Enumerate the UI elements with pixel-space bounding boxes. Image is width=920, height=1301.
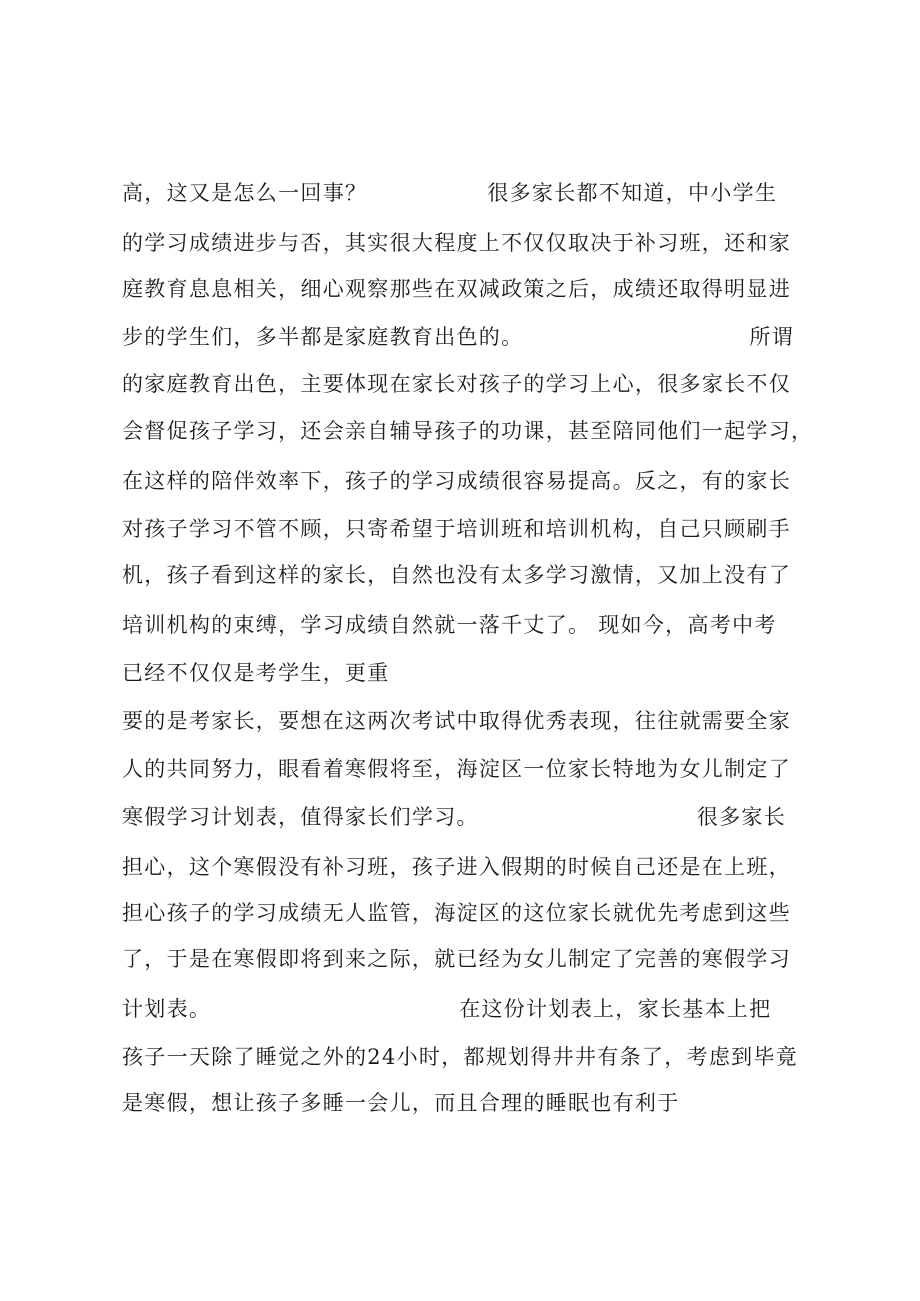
text-line bbox=[122, 464, 822, 498]
text-line bbox=[122, 752, 822, 786]
text-segment: 了，于是在寒假即将到来之际，就已经为女儿制定了完善的寒假学习 bbox=[122, 947, 791, 971]
text-segment: 步的学生们，多半都是家庭教育出色的。 bbox=[122, 325, 524, 349]
text-line bbox=[122, 512, 822, 546]
text-segment: 机，孩子看到这样的家长，自然也没有太多学习激情，又加上没有了 bbox=[122, 563, 791, 587]
text-segment: 计划表。 bbox=[122, 997, 212, 1021]
text-segment: 孩子一天除了睡觉之外的24小时，都规划得井井有条了，考虑到毕竟 bbox=[122, 1045, 799, 1069]
text-segment: 的家庭教育出色，主要体现在家长对孩子的学习上心，很多家长不仅 bbox=[122, 372, 791, 396]
text-line bbox=[122, 656, 822, 690]
text-segment: 对孩子学习不管不顾，只寄希望于培训班和培训机构，自己只顾刷手 bbox=[122, 517, 791, 541]
text-line bbox=[122, 226, 822, 260]
text-segment: 高，这又是怎么一回事？ bbox=[122, 181, 368, 205]
text-line bbox=[122, 608, 822, 642]
text-line bbox=[122, 320, 822, 354]
text-segment: 所谓 bbox=[749, 325, 795, 349]
text-segment: 是寒假，想让孩子多睡一会儿，而且合理的睡眠也有利于 bbox=[122, 1091, 680, 1115]
text-line bbox=[122, 272, 822, 306]
text-line bbox=[122, 704, 822, 738]
text-segment: 的学习成绩进步与否，其实很大程度上不仅仅取决于补习班，还和家 bbox=[122, 231, 791, 255]
text-segment: 在这份计划表上，家长基本上把 bbox=[459, 997, 772, 1021]
text-line bbox=[122, 942, 822, 976]
text-line bbox=[122, 367, 822, 401]
text-line bbox=[122, 896, 822, 930]
text-segment: 已经不仅仅是考学生，更重 bbox=[122, 661, 390, 685]
text-line bbox=[122, 558, 822, 592]
text-segment: 要的是考家长，要想在这两次考试中取得优秀表现，往往就需要全家 bbox=[122, 709, 791, 733]
text-line bbox=[122, 850, 822, 884]
text-line bbox=[122, 1040, 822, 1074]
text-segment: 寒假学习计划表，值得家长们学习。 bbox=[122, 805, 479, 829]
text-segment: 人的共同努力，眼看着寒假将至，海淀区一位家长特地为女儿制定了 bbox=[122, 757, 791, 781]
text-line bbox=[122, 414, 822, 448]
text-segment: 庭教育息息相关，细心观察那些在双减政策之后，成绩还取得明显进 bbox=[122, 277, 791, 301]
text-segment: 培训机构的束缚，学习成绩自然就一落千丈了。 现如今，高考中考 bbox=[122, 613, 777, 637]
text-line bbox=[122, 176, 822, 210]
text-segment: 会督促孩子学习，还会亲自辅导孩子的功课，甚至陪同他们一起学习， bbox=[122, 419, 814, 443]
text-line bbox=[122, 800, 822, 834]
text-segment: 很多家长都不知道，中小学生 bbox=[487, 181, 778, 205]
text-segment: 在这样的陪伴效率下，孩子的学习成绩很容易提高。反之，有的家长 bbox=[122, 469, 791, 493]
text-segment: 很多家长 bbox=[696, 805, 787, 829]
text-line bbox=[122, 992, 822, 1026]
text-segment: 担心孩子的学习成绩无人监管，海淀区的这位家长就优先考虑到这些 bbox=[122, 901, 791, 925]
text-line bbox=[122, 1086, 822, 1120]
text-segment: 担心，这个寒假没有补习班，孩子进入假期的时候自己还是在上班， bbox=[122, 855, 791, 879]
